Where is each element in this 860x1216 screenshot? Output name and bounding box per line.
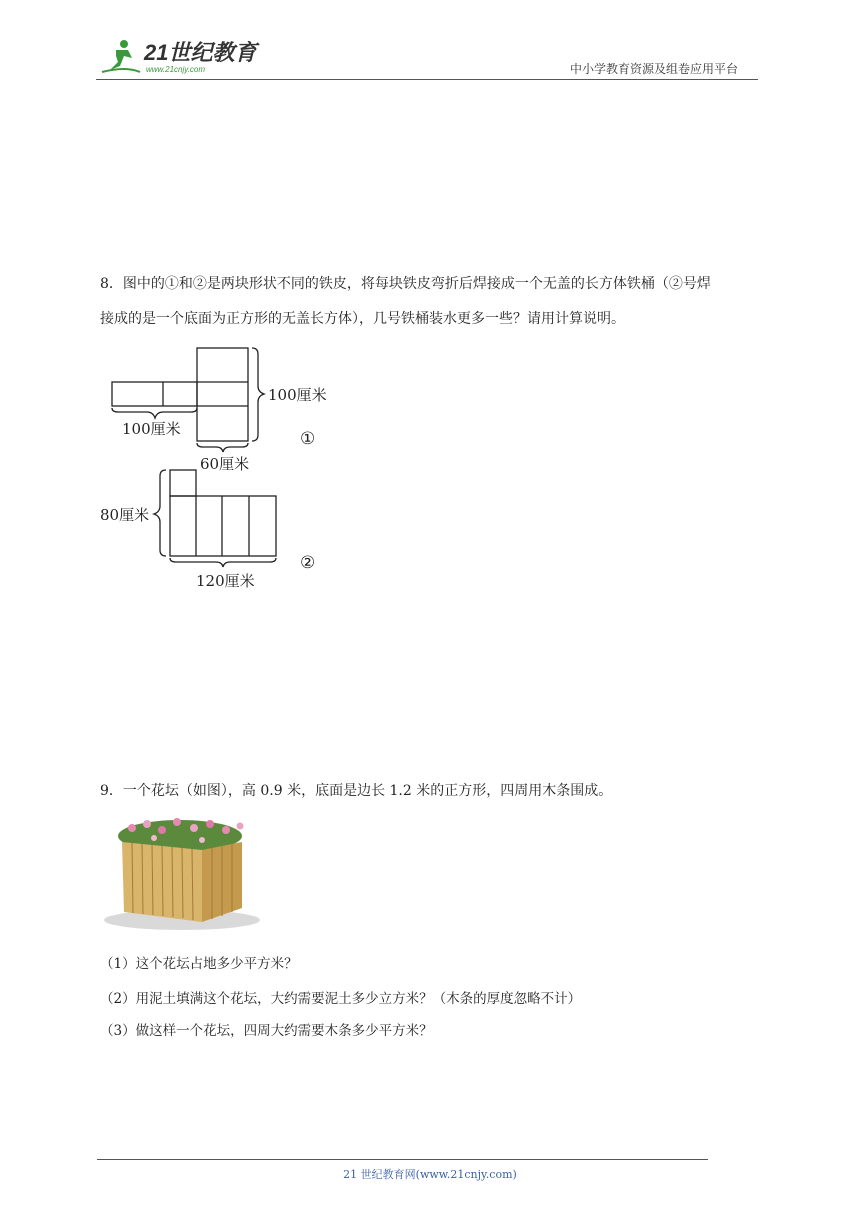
- brace-120: [170, 558, 276, 567]
- label-80: 80厘米: [100, 506, 150, 524]
- question-9-stem: 9．一个花坛（如图），高 0.9 米，底面是边长 1.2 米的正方形，四周用木条围成。: [100, 783, 613, 799]
- brace-60: [197, 443, 248, 452]
- brace-80: [154, 470, 166, 556]
- sheet-1-column: [197, 348, 248, 441]
- header-platform-text: 中小学教育资源及组卷应用平台: [570, 62, 739, 76]
- brace-100-bottom: [112, 408, 197, 418]
- sheet-1-arm: [112, 382, 197, 406]
- sheet-2-marker: ②: [300, 553, 316, 573]
- label-100-bottom: 100厘米: [122, 420, 181, 438]
- svg-text:www.21cnjy.com: www.21cnjy.com: [146, 65, 205, 74]
- label-120: 120厘米: [196, 572, 255, 590]
- sheet-2-lid-square: [170, 470, 196, 496]
- svg-text:21世纪教育: 21世纪教育: [144, 40, 257, 65]
- question-8: [100, 267, 765, 337]
- footer-link[interactable]: 21 世纪教育网(www.21cnjy.com): [343, 1168, 517, 1181]
- wooden-box-icon: [122, 842, 242, 922]
- question-9-part-2: （2）用泥土填满这个花坛，大约需要泥土多少立方米？（木条的厚度忽略不计）: [100, 991, 582, 1007]
- sheet-2-body: [170, 496, 276, 556]
- sheet-1-marker: ①: [300, 429, 316, 449]
- label-60: 60厘米: [200, 455, 250, 473]
- question-8-line-1: 8．图中的①和②是两块形状不同的铁皮，将每块铁皮弯折后焊接成一个无盖的长方体铁桶（②号焊: [100, 276, 711, 292]
- question-8-line-2: 接成的是一个底面为正方形的无盖长方体），几号铁桶装水更多一些？请用计算说明。: [100, 311, 625, 327]
- question-9-part-3: （3）做这样一个花坛，四周大约需要木条多少平方米？: [100, 1023, 433, 1039]
- sheet-nets-figure: [100, 340, 360, 592]
- question-9-part-1: （1）这个花坛占地多少平方米？: [100, 956, 298, 972]
- runner-logo-icon: [102, 40, 140, 72]
- footer-divider: [97, 1159, 708, 1160]
- site-logo: [96, 36, 266, 78]
- label-100-right: 100厘米: [268, 386, 327, 404]
- flower-bed-photo: [102, 812, 262, 930]
- brace-100-right: [252, 348, 264, 441]
- header-divider: [96, 79, 758, 80]
